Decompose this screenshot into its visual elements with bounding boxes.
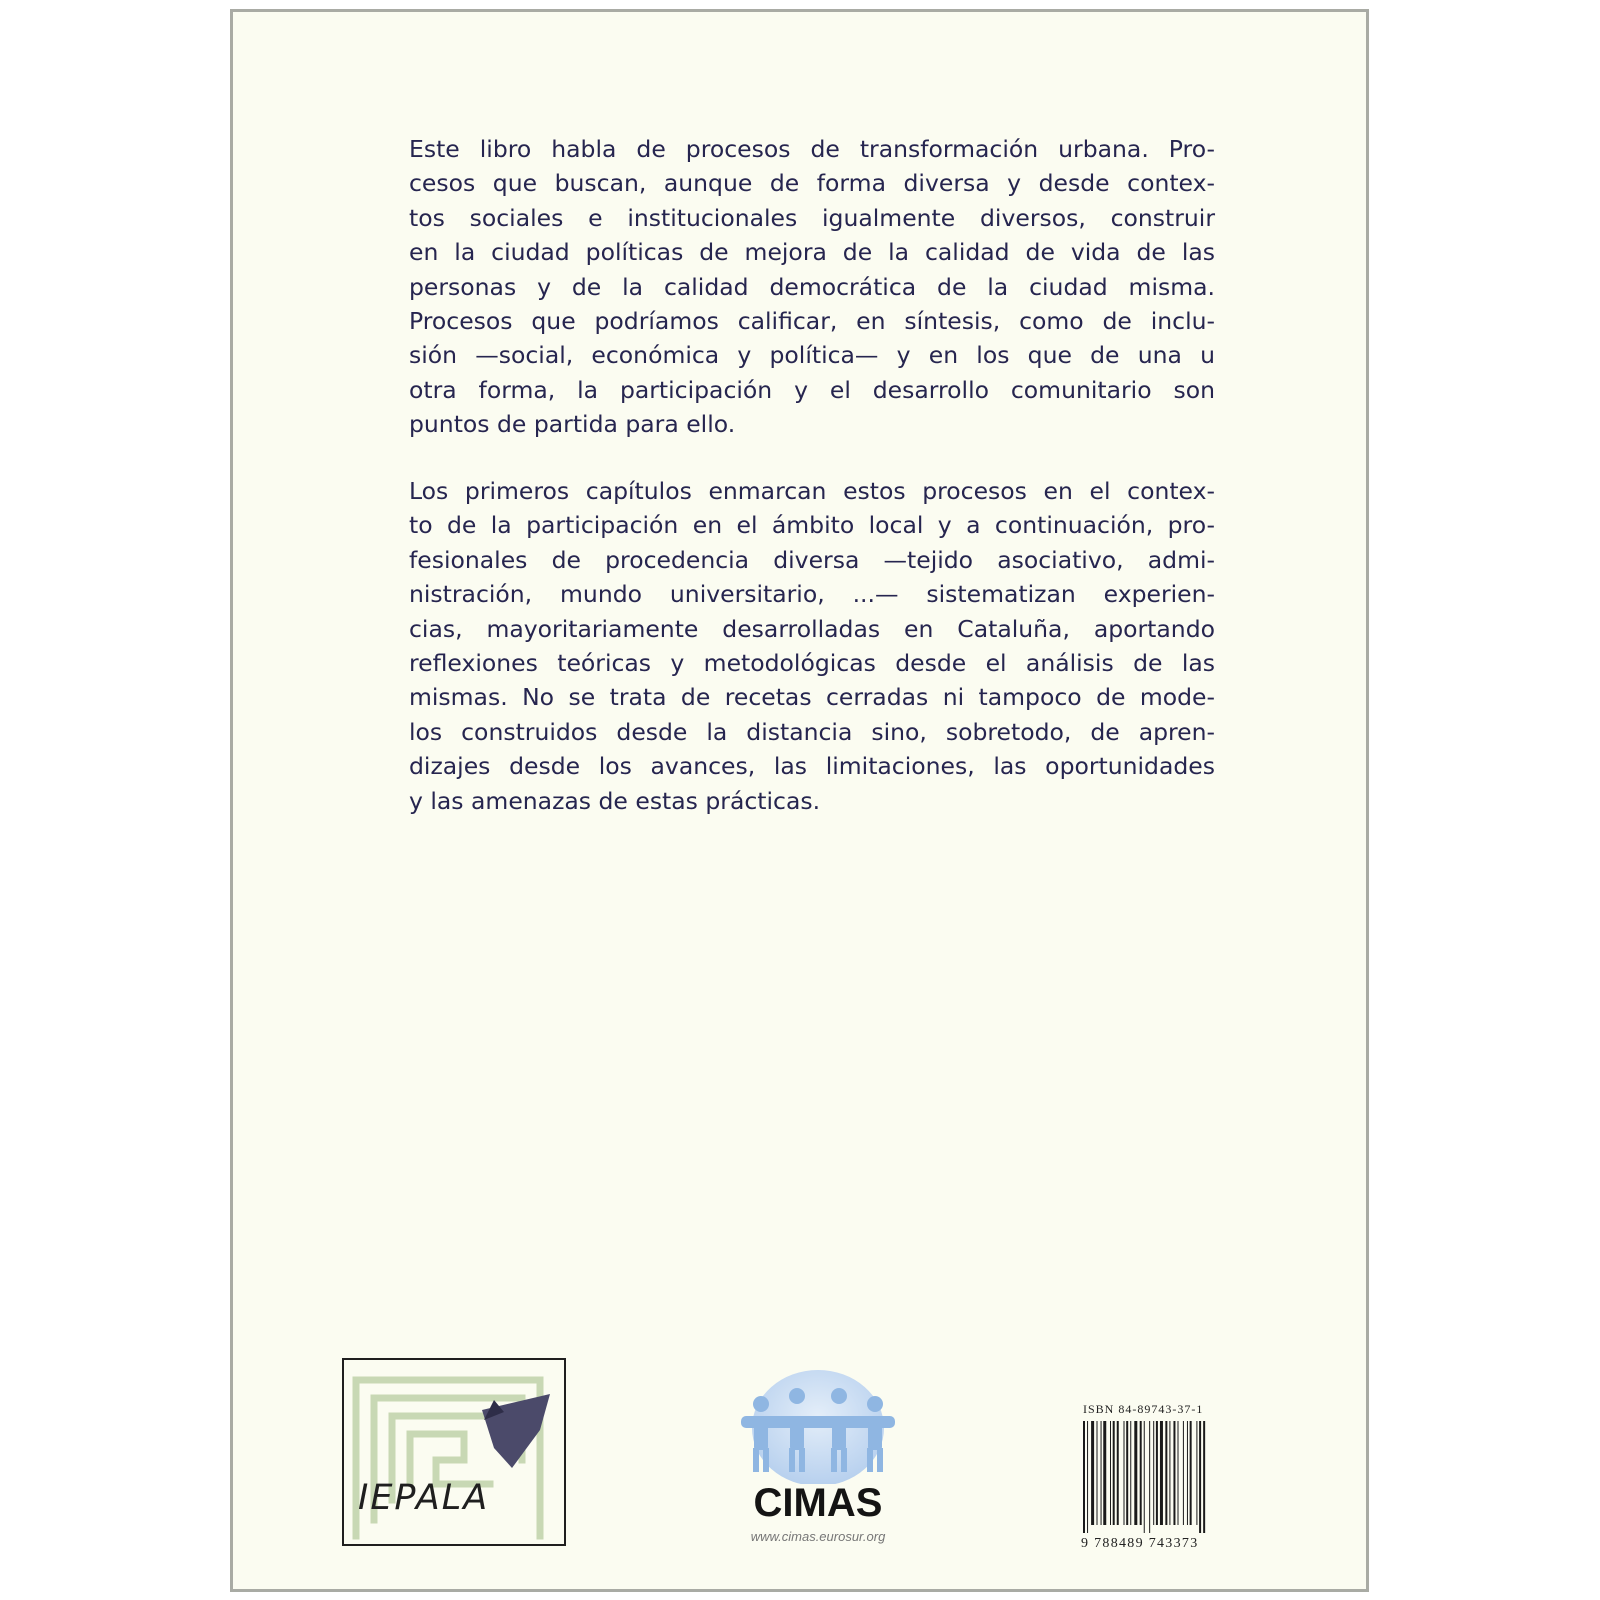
barcode-bar — [1173, 1421, 1175, 1525]
barcode-bar — [1091, 1421, 1094, 1525]
blurb-line: Este libro habla de procesos de transformación urbana. Pro- — [409, 135, 1215, 163]
ean-digits: 9 788489 743373 — [1081, 1536, 1199, 1551]
blurb-line: Los primeros capítulos enmarcan estos procesos en el contex- — [409, 477, 1215, 505]
blurb-line: los construidos desde la distancia sino, sobretodo, de apren- — [409, 717, 1215, 746]
blurb-line: y las amenazas de estas prácticas. — [409, 786, 821, 815]
barcode-bar — [1183, 1421, 1184, 1525]
blurb-line: sión —social, económica y política— y en los que de una u — [409, 341, 1215, 370]
barcode-bar — [1126, 1421, 1128, 1525]
cimas-url: www.cimas.eurosur.org — [750, 1529, 886, 1544]
barcode-bar — [1160, 1421, 1163, 1525]
barcode-bar — [1178, 1421, 1179, 1525]
blurb-line: to de la participación en el ámbito local y a continuación, pro- — [409, 511, 1215, 540]
blurb-paragraph-1 — [409, 132, 1215, 442]
barcode-bar — [1196, 1421, 1197, 1525]
blurb-line: dizajes desde los avances, las limitaciones, las oportunidades — [409, 752, 1215, 781]
isbn-number: ISBN 84-89743-37-1 — [1083, 1402, 1204, 1416]
barcode-bar — [1203, 1421, 1205, 1533]
barcode-bar — [1083, 1421, 1085, 1533]
barcode-bar — [1190, 1421, 1192, 1525]
blurb-line: puntos de partida para ello. — [409, 410, 736, 439]
barcode-bar — [1156, 1421, 1158, 1525]
barcode-bar — [1113, 1421, 1115, 1525]
barcode-bar — [1153, 1421, 1154, 1525]
barcode-bar — [1097, 1421, 1098, 1525]
blurb-line: cias, mayoritariamente desarrolladas en Cataluña, aportando — [409, 614, 1215, 643]
barcode-bar — [1130, 1421, 1131, 1525]
blurb-line: Procesos que podríamos calificar, en síntesis, como de inclu- — [409, 307, 1215, 336]
blurb-line: personas y de la calidad democrática de la ciudad misma. — [409, 272, 1215, 301]
blurb-line: tos sociales e institucionales igualmente diversos, construir — [409, 203, 1215, 232]
isbn-barcode — [1081, 1402, 1231, 1562]
blurb-line: nistración, mundo universitario, ...— sistematizan experien- — [409, 580, 1215, 609]
blurb-line: otra forma, la participación y el desarrollo comunitario son — [409, 375, 1215, 404]
iepala-logo — [342, 1358, 566, 1546]
back-cover — [230, 9, 1369, 1592]
blurb-line: fesionales de procedencia diversa —tejido asociativo, admi- — [409, 545, 1215, 574]
barcode-bar — [1187, 1421, 1188, 1525]
barcode-bar — [1144, 1421, 1145, 1533]
barcode-bar — [1169, 1421, 1170, 1525]
barcode-bar — [1124, 1421, 1125, 1525]
cimas-logo — [733, 1366, 923, 1556]
iepala-logo-text: IEPALA — [358, 1478, 490, 1518]
barcode-bar — [1117, 1421, 1119, 1525]
barcode-bar — [1087, 1421, 1088, 1533]
barcode-bar — [1134, 1421, 1137, 1525]
barcode-bar — [1110, 1421, 1111, 1525]
blurb-line: cesos que buscan, aunque de forma diversa y desde contex- — [409, 169, 1215, 198]
barcode-bar — [1199, 1421, 1201, 1533]
barcode-bar — [1101, 1421, 1102, 1525]
blurb-line: mismas. No se trata de recetas cerradas ni tampoco de mode- — [409, 683, 1215, 712]
blurb-paragraph-2 — [409, 474, 1215, 818]
barcode-bar — [1140, 1421, 1142, 1525]
barcode-icon — [1081, 1421, 1223, 1533]
blurb-line: reflexiones teóricas y metodológicas desde el análisis de las — [409, 649, 1215, 678]
cimas-logo-text: CIMAS — [753, 1481, 883, 1525]
cimas-people-globe-icon — [733, 1366, 903, 1484]
barcode-bar — [1103, 1421, 1106, 1525]
blurb-line: en la ciudad políticas de mejora de la calidad de vida de las — [409, 238, 1215, 267]
barcode-bar — [1165, 1421, 1167, 1525]
barcode-bar — [1149, 1421, 1150, 1533]
